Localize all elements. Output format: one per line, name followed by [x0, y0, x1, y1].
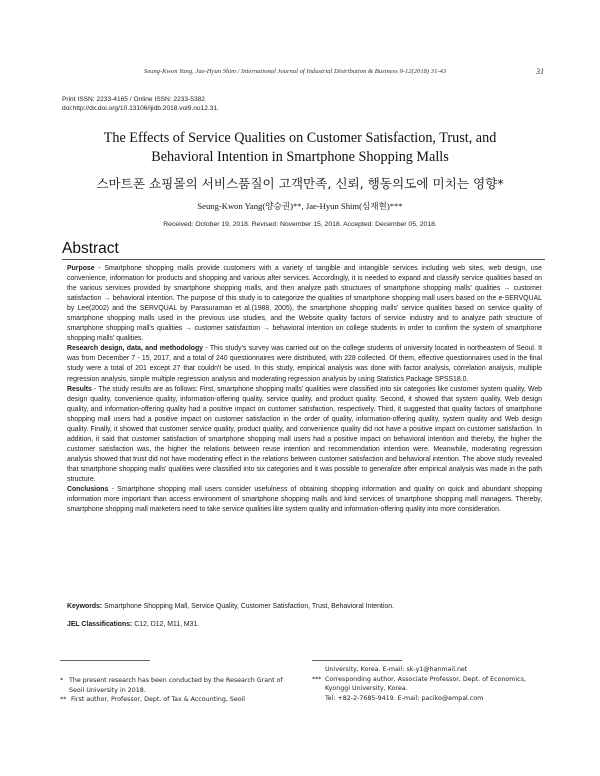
footnotes-right [312, 665, 548, 703]
abstract-results [67, 385, 542, 485]
abstract-body [67, 264, 542, 515]
results-text: - The study results are as follows: First, smartphone shopping malls' qualities were classified into six categories like customer system quality, Web design quality, convenience quality, information-offering quality, service quality, and product quality. Second, it showed that system quality, Web design quality, and information-offering quality had a positive impact on customer satisfaction, respectively. Third, it suggested that quality factors of smartphone shopping mall users had a positive impact on customer satisfaction in the order of quality, information-offering quality, system quality and Web design quality. Finally, it showed that customer service quality, product quality, and convenience quality did not have a positive impact on customer satisfaction. In addition, it said that customer satisfaction of smartphone shopping mall users had a positive impact on behavioral intention and thereby, the higher the customer satisfaction was, the higher the relations between reuse intention and recommendation intention were. Meanwhile, moderating regression analysis showed that trust did not have moderating effect in the relations between customer satisfaction and behavioral intention. The above study revealed that smartphone shopping malls' qualities were classified into six categories and it was possible to generalize after empirical analysis was made in the path structure. [67, 385, 542, 483]
jel-classifications [67, 621, 542, 628]
running-header: Seung-Kwon Yang, Jae-Hyun Shim / International Journal of Industrial Distribution & Business 9-12(2018) 31-43 [143, 68, 447, 75]
purpose-label: Purpose [67, 265, 95, 272]
keywords-label: Keywords: [67, 603, 103, 610]
footnote-contact: Tel: +82-2-7685-9419. E-mail: paciko@empal.com [325, 694, 484, 702]
footnotes-left [60, 676, 288, 705]
doi-line: doi:http://dx.doi.org/10.13106/ijidb.2018.vol9.no12.31. [62, 105, 219, 112]
abstract-divider [62, 259, 545, 260]
abstract-method [67, 344, 542, 384]
title-line-2: Behavioral Intention in Smartphone Shopping Malls [151, 149, 449, 165]
jel-label: JEL Classifications: [67, 621, 133, 628]
footnote-mark: ** [60, 696, 67, 704]
korean-title: 스마트폰 쇼핑몰의 서비스품질이 고객만족, 신뢰, 행동의도에 미치는 영향* [96, 176, 504, 191]
footnote-first-author [60, 695, 288, 705]
keywords [67, 603, 542, 610]
footnote-continuation: University, Korea. E-mail: sk-y1@hanmail.net [325, 666, 468, 673]
submission-dates: Received: October 19, 2018. Revised: November 15, 2018. Accepted: December 05, 2018. [163, 221, 437, 228]
page-number: 31 [536, 67, 544, 76]
issn-line: Print ISSN: 2233-4165 / Online ISSN: 2233-5382 [62, 96, 205, 103]
method-text: - This study's survey was carried out on the college students of university located in northeastern of Seoul. It was from December 7 - 15, 2017, and a total of 240 questionnaires were distributed, with 228 collected. Of them, effective questionnaires used in the final study were a total of 201 except 27 that couldn't be used. In this study, empirical analysis was done with factor analysis, correlation analysis, multiple regression analysis, simple multiple regression analysis and moderating regression analysis by using Statistics Package SPSS18.0. [67, 345, 542, 383]
footnote-divider-right [312, 660, 402, 661]
authors: Seung-Kwon Yang(양승권)**, Jae-Hyun Shim(심재현)*** [197, 201, 403, 211]
footnote-text: Corresponding author, Associate Professor, Dept. of Economics, [325, 675, 526, 683]
conclusions-text: - Smartphone shopping mall users consider usefulness of obtaining shopping information and quality on quick and abundant shopping information more important than access environment of smartphone shopping malls and kind services of smartphone shopping mall managers. Thereby, smartphone shopping mall marketers need to take service qualities like system quality and information-offering quality into more consideration. [67, 486, 542, 514]
jel-text: C12, D12, M11, M31. [132, 621, 200, 628]
footnote-text: First author, Professor, Dept. of Tax & Accounting, Seoil [71, 696, 246, 704]
footnote-mark: *** [312, 675, 322, 683]
footnote-divider-left [60, 660, 150, 661]
footnote-affiliation: Kyonggi University, Korea. [325, 685, 408, 693]
results-label: Results [67, 385, 92, 393]
abstract-purpose [67, 264, 542, 344]
footnote-corresponding-author [312, 675, 548, 685]
footnote-text: The present research has been conducted by the Research Grant of Seoil University in 2018. [69, 677, 283, 694]
method-label: Research design, data, and methodology [67, 345, 204, 353]
abstract-conclusions [67, 485, 542, 515]
footnote-mark: * [60, 677, 64, 684]
keywords-text: Smartphone Shopping Mall, Service Quality, Customer Satisfaction, Trust, Behavioral Intention. [102, 603, 394, 610]
conclusions-label: Conclusions [67, 486, 109, 494]
footnote-funding [60, 676, 288, 695]
abstract-heading: Abstract [62, 240, 119, 257]
paper-title [50, 129, 550, 167]
title-line-1: The Effects of Service Qualities on Customer Satisfaction, Trust, and [103, 130, 497, 146]
purpose-text: - Smartphone shopping malls provide customers with a variety of tangible and intangible services including web sites, web design, use convenience, information for products and shopping and various after services. Accordingly, it is needed to expand and classify service qualities based on the various services provided by smartphone shopping malls, and then analyze path structures of smartphone shopping malls' qualities → customer satisfaction → behavioral intention. The purpose of this study is to categorize the qualities of smartphone shopping mall users based on the e-SERVQUAL by Lee(2002) and the SERVQUAL by Parasuraman et al.(1988, 2005), the smartphone shopping malls' service qualities based on service quality of smartphone shopping malls used in the previous use studies, and the Website quality factors of service industry and to analyze path structure of smartphone shopping mall's qualities → customer satisfaction → behavioral intention on college students in order to confirm the system of smartphone shopping malls' qualities. [67, 265, 542, 343]
